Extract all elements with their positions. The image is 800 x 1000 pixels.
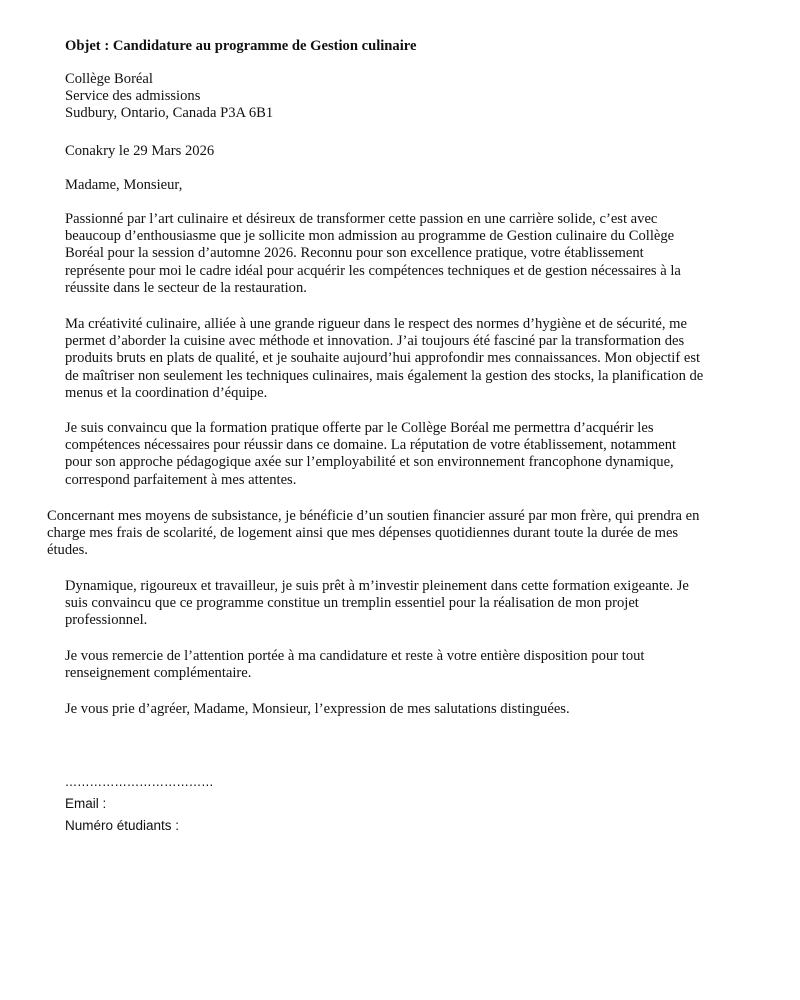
recipient-line-3: Sudbury, Ontario, Canada P3A 6B1 bbox=[65, 105, 274, 122]
closing-formula: Je vous prie d’agréer, Madame, Monsieur, l’expression de mes salutations distinguées. bbox=[65, 701, 570, 717]
recipient-address bbox=[65, 71, 705, 123]
letter-subject: Objet : Candidature au programme de Gestion culinaire bbox=[65, 38, 417, 54]
recipient-line-1: Collège Boréal bbox=[65, 71, 153, 87]
email-label: Email : bbox=[65, 796, 107, 811]
date-line: Conakry le 29 Mars 2026 bbox=[65, 143, 215, 159]
paragraph-1: Passionné par l’art culinaire et désireux de transformer cette passion en une carrière solide, c’est avec beaucoup d’enthousiasme que je sollicite mon admission au programme de Gestion culinaire du Collège Boréal pour la session d’automne 2026. Reconnu pour son excellence pratique, votre établissement représente pour moi le cadre idéal pour acquérir les compétences techniques et de gestion nécessaires à la réussite dans le secteur de la restauration. bbox=[65, 211, 681, 296]
salutation: Madame, Monsieur, bbox=[65, 177, 183, 193]
recipient-line-2: Service des admissions bbox=[65, 88, 201, 105]
signature-line: ……………………………… bbox=[65, 775, 214, 789]
paragraph-3: Je suis convaincu que la formation pratique offerte par le Collège Boréal me permettra d’acquérir les compétences nécessaires pour réussir dans ce domaine. La réputation de votre établissement, notamment pour son approche pédagogique axée sur l’employabilité et son environnement francophone dynamique, correspond parfaitement à mes attentes. bbox=[65, 420, 677, 488]
student-number-label: Numéro étudiants : bbox=[65, 818, 180, 833]
paragraph-4: Concernant mes moyens de subsistance, je bénéficie d’un soutien financier assuré par mon frère, qui prendra en charge mes frais de scolarité, de logement ainsi que mes dépenses quotidiennes durant toute la durée de mes études. bbox=[47, 508, 700, 559]
paragraph-6: Je vous remercie de l’attention portée à ma candidature et reste à votre entière disposition pour tout renseignement complémentaire. bbox=[65, 648, 645, 682]
paragraph-5: Dynamique, rigoureux et travailleur, je suis prêt à m’investir pleinement dans cette formation exigeante. Je suis convaincu que ce programme constitue un tremplin essentiel pour la réalisation de mon projet professionnel. bbox=[65, 578, 689, 629]
paragraph-2: Ma créativité culinaire, alliée à une grande rigueur dans le respect des normes d’hygiène et de sécurité, me permet d’aborder la cuisine avec méthode et innovation. J’ai toujours été fasciné par la transformation des produits bruts en plats de qualité, et je souhaite aujourd’hui approfondir mes connaissances. Mon objectif est de maîtriser non seulement les techniques culinaires, mais également la gestion des stocks, la planification de menus et la coordination d’équipe. bbox=[65, 316, 704, 401]
